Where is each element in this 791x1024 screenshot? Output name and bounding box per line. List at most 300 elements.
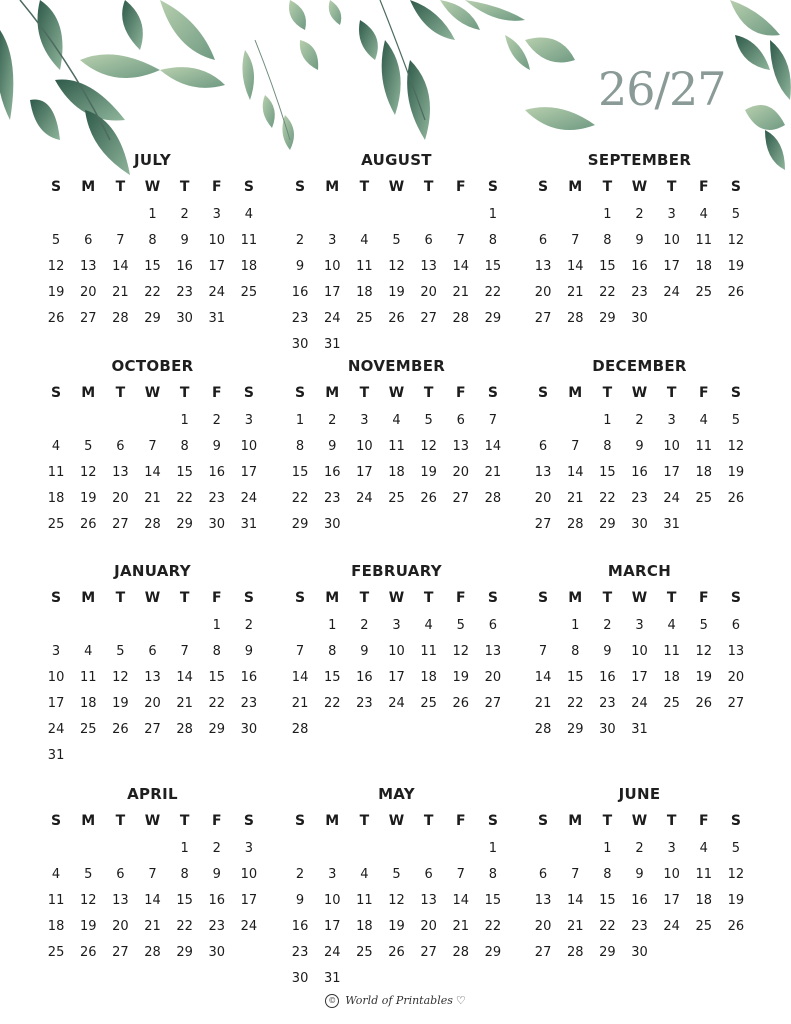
empty-cell — [40, 836, 72, 862]
day-cell: 12 — [47, 259, 65, 274]
day-cell: 22 — [176, 919, 193, 934]
day-cell: 6 — [538, 439, 548, 454]
day-cell: 3 — [328, 233, 337, 248]
day-cell: 29 — [176, 517, 193, 532]
day-cell: 30 — [176, 311, 193, 326]
day-cell: 23 — [631, 285, 648, 300]
empty-cell — [284, 202, 316, 228]
day-cell: 28 — [566, 311, 584, 326]
month-august — [284, 150, 509, 358]
day-cell: 13 — [112, 893, 129, 908]
day-cell: 24 — [240, 491, 258, 506]
day-cell: 21 — [144, 491, 161, 506]
weekday-header: S — [730, 179, 741, 195]
day-cell: 27 — [534, 311, 552, 326]
empty-cell — [40, 613, 72, 639]
day-cell: 7 — [571, 867, 580, 882]
day-cell: 23 — [208, 491, 226, 506]
week-row — [527, 639, 752, 665]
day-cell: 30 — [208, 517, 226, 532]
empty-cell — [72, 613, 104, 639]
day-cell: 15 — [291, 465, 309, 480]
weekday-header: T — [602, 813, 613, 829]
day-cell: 3 — [360, 413, 369, 428]
weekday-header: F — [698, 590, 709, 606]
week-row — [284, 486, 509, 512]
day-cell: 13 — [79, 259, 97, 274]
week-row — [527, 836, 752, 862]
day-cell: 31 — [631, 722, 648, 737]
day-cell: 15 — [484, 893, 502, 908]
day-cell: 23 — [356, 696, 373, 711]
month-october — [40, 356, 265, 538]
day-cell: 1 — [603, 841, 612, 856]
day-cell: 29 — [291, 517, 309, 532]
day-cell: 18 — [47, 919, 65, 934]
day-cell: 23 — [291, 945, 309, 960]
day-cell: 12 — [79, 893, 97, 908]
day-cell: 29 — [144, 311, 161, 326]
day-cell: 5 — [731, 841, 741, 856]
day-cell: 16 — [599, 670, 616, 685]
day-cell: 20 — [420, 285, 437, 300]
day-cell: 16 — [323, 465, 341, 480]
day-cell: 9 — [244, 644, 254, 659]
day-cell: 24 — [323, 945, 341, 960]
day-cell: 14 — [566, 893, 584, 908]
day-cell: 1 — [571, 618, 580, 633]
day-cell: 19 — [112, 696, 129, 711]
day-cell: 11 — [695, 867, 713, 882]
day-cell: 11 — [663, 644, 680, 659]
week-row — [527, 613, 752, 639]
day-cell: 2 — [244, 618, 254, 633]
day-cell: 8 — [603, 233, 612, 248]
empty-cell — [104, 743, 136, 769]
leaf-cluster-right — [730, 0, 791, 170]
day-cell: 19 — [727, 465, 745, 480]
day-cell: 27 — [727, 696, 745, 711]
weekday-header: M — [325, 179, 340, 195]
weekday-header: T — [179, 179, 190, 195]
week-row — [527, 717, 752, 743]
week-row — [284, 460, 509, 486]
day-cell: 26 — [79, 945, 97, 960]
weekday-header: T — [602, 179, 613, 195]
day-cell: 2 — [212, 841, 221, 856]
day-cell: 21 — [566, 285, 584, 300]
day-cell: 8 — [212, 644, 221, 659]
week-row — [40, 862, 265, 888]
day-cell: 21 — [176, 696, 193, 711]
day-cell: 29 — [566, 722, 584, 737]
month-name: NOVEMBER — [347, 357, 446, 375]
day-cell: 5 — [424, 413, 433, 428]
day-cell: 4 — [360, 233, 369, 248]
day-cell: 14 — [484, 439, 502, 454]
empty-cell — [720, 717, 752, 743]
weekday-header: S — [730, 813, 741, 829]
day-cell: 10 — [323, 893, 341, 908]
weekday-header: F — [211, 590, 222, 606]
day-cell: 6 — [148, 644, 157, 659]
day-cell: 20 — [484, 670, 502, 685]
day-cell: 2 — [295, 867, 305, 882]
empty-cell — [104, 836, 136, 862]
day-cell: 25 — [47, 517, 65, 532]
weekday-header: T — [423, 590, 434, 606]
day-cell: 10 — [323, 259, 341, 274]
day-cell: 5 — [116, 644, 125, 659]
day-cell: 5 — [456, 618, 465, 633]
week-row — [527, 280, 752, 306]
day-cell: 12 — [112, 670, 129, 685]
day-cell: 25 — [420, 696, 437, 711]
day-cell: 17 — [240, 465, 258, 480]
day-cell: 11 — [79, 670, 97, 685]
weekday-header: M — [568, 179, 583, 195]
day-cell: 3 — [244, 413, 254, 428]
day-cell: 1 — [212, 618, 221, 633]
weekday-header-row — [40, 587, 265, 613]
week-row — [284, 914, 509, 940]
day-cell: 1 — [328, 618, 337, 633]
week-row — [527, 914, 752, 940]
empty-cell — [413, 512, 445, 538]
day-cell: 15 — [176, 465, 193, 480]
day-cell: 4 — [244, 207, 254, 222]
weekday-header: M — [81, 590, 96, 606]
week-row — [284, 862, 509, 888]
day-cell: 9 — [212, 867, 221, 882]
day-cell: 19 — [388, 919, 405, 934]
day-cell: 14 — [112, 259, 129, 274]
weekday-header-row — [284, 587, 509, 613]
day-cell: 3 — [212, 207, 221, 222]
day-cell: 15 — [599, 893, 616, 908]
day-cell: 17 — [323, 919, 341, 934]
day-cell: 16 — [631, 259, 648, 274]
empty-cell — [688, 306, 720, 332]
day-cell: 8 — [603, 867, 612, 882]
empty-cell — [559, 408, 591, 434]
empty-cell — [136, 408, 168, 434]
day-cell: 28 — [534, 722, 552, 737]
day-cell: 16 — [631, 893, 648, 908]
day-cell: 8 — [571, 644, 580, 659]
day-cell: 12 — [727, 439, 745, 454]
day-cell: 29 — [484, 311, 502, 326]
empty-cell — [136, 836, 168, 862]
week-row — [40, 888, 265, 914]
day-cell: 14 — [291, 670, 309, 685]
day-cell: 27 — [452, 491, 470, 506]
empty-cell — [233, 306, 265, 332]
day-cell: 20 — [534, 491, 552, 506]
day-cell: 12 — [452, 644, 470, 659]
day-cell: 30 — [208, 945, 226, 960]
week-row — [284, 717, 509, 743]
day-cell: 4 — [699, 207, 708, 222]
week-row — [40, 691, 265, 717]
empty-cell — [201, 743, 233, 769]
weekday-header: F — [211, 179, 222, 195]
day-cell: 18 — [47, 491, 65, 506]
day-cell: 26 — [388, 311, 405, 326]
day-cell: 19 — [388, 285, 405, 300]
day-cell: 6 — [456, 413, 465, 428]
day-cell: 28 — [291, 722, 309, 737]
weekday-header: M — [568, 590, 583, 606]
empty-cell — [380, 717, 412, 743]
week-row — [284, 512, 509, 538]
day-cell: 6 — [731, 618, 741, 633]
day-cell: 12 — [420, 439, 437, 454]
day-cell: 9 — [635, 233, 644, 248]
day-cell: 17 — [663, 893, 680, 908]
week-row — [527, 306, 752, 332]
day-cell: 14 — [452, 893, 470, 908]
month-name: SEPTEMBER — [587, 151, 692, 169]
weekday-header: S — [243, 590, 254, 606]
day-cell: 21 — [534, 696, 552, 711]
empty-cell — [656, 717, 688, 743]
weekday-header: S — [487, 813, 498, 829]
day-cell: 10 — [240, 867, 258, 882]
day-cell: 23 — [323, 491, 341, 506]
day-cell: 29 — [484, 945, 502, 960]
day-cell: 31 — [663, 517, 680, 532]
empty-cell — [477, 512, 509, 538]
month-name: JANUARY — [114, 562, 191, 580]
day-cell: 10 — [663, 233, 680, 248]
day-cell: 22 — [144, 285, 161, 300]
weekday-header: F — [211, 813, 222, 829]
weekday-header-row — [527, 810, 752, 836]
day-cell: 26 — [452, 696, 470, 711]
month-january — [40, 561, 265, 769]
week-row — [40, 743, 265, 769]
day-cell: 22 — [599, 491, 616, 506]
week-row — [527, 940, 752, 966]
day-cell: 24 — [631, 696, 648, 711]
day-cell: 14 — [452, 259, 470, 274]
weekday-header: M — [81, 813, 96, 829]
day-cell: 7 — [538, 644, 548, 659]
day-cell: 1 — [488, 207, 498, 222]
day-cell: 8 — [603, 439, 612, 454]
day-cell: 24 — [240, 919, 258, 934]
empty-cell — [688, 940, 720, 966]
day-cell: 28 — [452, 945, 470, 960]
day-cell: 27 — [420, 311, 437, 326]
week-row — [40, 836, 265, 862]
weekday-header: W — [388, 590, 405, 606]
day-cell: 22 — [484, 285, 502, 300]
day-cell: 21 — [452, 919, 470, 934]
day-cell: 2 — [603, 618, 612, 633]
empty-cell — [720, 306, 752, 332]
day-cell: 8 — [328, 644, 337, 659]
day-cell: 25 — [695, 285, 713, 300]
week-row — [40, 460, 265, 486]
month-december — [527, 356, 752, 538]
day-cell: 13 — [534, 465, 552, 480]
day-cell: 26 — [695, 696, 713, 711]
brand-name: World of Printables — [345, 994, 453, 1007]
day-cell: 6 — [488, 618, 498, 633]
day-cell: 31 — [323, 971, 341, 986]
day-cell: 29 — [599, 945, 616, 960]
week-row — [284, 940, 509, 966]
weekday-header: F — [455, 179, 466, 195]
week-row — [527, 862, 752, 888]
day-cell: 2 — [635, 841, 644, 856]
day-cell: 28 — [566, 945, 584, 960]
empty-cell — [380, 966, 412, 992]
day-cell: 24 — [388, 696, 405, 711]
weekday-header: T — [359, 813, 370, 829]
weekday-header: F — [455, 813, 466, 829]
empty-cell — [413, 202, 445, 228]
day-cell: 7 — [116, 233, 125, 248]
day-cell: 3 — [328, 867, 337, 882]
day-cell: 23 — [291, 311, 309, 326]
day-cell: 8 — [488, 867, 498, 882]
day-cell: 30 — [631, 311, 648, 326]
day-cell: 26 — [727, 919, 745, 934]
weekday-header: S — [295, 179, 306, 195]
weekday-header: S — [487, 590, 498, 606]
weekday-header-row — [40, 382, 265, 408]
day-cell: 13 — [534, 893, 552, 908]
day-cell: 8 — [488, 233, 498, 248]
empty-cell — [656, 306, 688, 332]
weekday-header: T — [423, 179, 434, 195]
day-cell: 5 — [51, 233, 61, 248]
day-cell: 26 — [79, 517, 97, 532]
empty-cell — [72, 408, 104, 434]
heart-icon: ♡ — [455, 994, 466, 1007]
day-cell: 9 — [603, 644, 612, 659]
day-cell: 30 — [599, 722, 616, 737]
empty-cell — [445, 332, 477, 358]
day-cell: 21 — [452, 285, 470, 300]
day-cell: 24 — [356, 491, 373, 506]
weekday-header: F — [455, 385, 466, 401]
day-cell: 22 — [323, 696, 341, 711]
day-cell: 16 — [240, 670, 258, 685]
day-cell: 8 — [295, 439, 305, 454]
day-cell: 12 — [727, 867, 745, 882]
day-cell: 29 — [208, 722, 226, 737]
day-cell: 24 — [323, 311, 341, 326]
day-cell: 30 — [631, 517, 648, 532]
month-february — [284, 561, 509, 743]
weekday-header: M — [568, 385, 583, 401]
day-cell: 30 — [291, 337, 309, 352]
weekday-header: S — [730, 385, 741, 401]
day-cell: 19 — [79, 919, 97, 934]
empty-cell — [656, 940, 688, 966]
week-row — [284, 408, 509, 434]
weekday-header: T — [666, 813, 677, 829]
day-cell: 15 — [599, 465, 616, 480]
day-cell: 18 — [695, 893, 713, 908]
day-cell: 20 — [727, 670, 745, 685]
day-cell: 5 — [699, 618, 708, 633]
month-may — [284, 784, 509, 992]
weekday-header-row — [527, 176, 752, 202]
day-cell: 1 — [295, 413, 305, 428]
weekday-header-row — [527, 382, 752, 408]
day-cell: 1 — [148, 207, 157, 222]
empty-cell — [380, 836, 412, 862]
empty-cell — [348, 512, 380, 538]
day-cell: 27 — [144, 722, 161, 737]
day-cell: 28 — [452, 311, 470, 326]
weekday-header-row — [40, 810, 265, 836]
day-cell: 7 — [571, 233, 580, 248]
weekday-header: T — [179, 813, 190, 829]
weekday-header: W — [388, 179, 405, 195]
day-cell: 26 — [388, 945, 405, 960]
weekday-header: T — [423, 813, 434, 829]
day-cell: 7 — [148, 439, 157, 454]
weekday-header: W — [631, 813, 648, 829]
empty-cell — [688, 717, 720, 743]
day-cell: 12 — [388, 893, 405, 908]
day-cell: 13 — [420, 259, 437, 274]
week-row — [40, 717, 265, 743]
day-cell: 6 — [116, 867, 125, 882]
week-row — [40, 665, 265, 691]
day-cell: 1 — [488, 841, 498, 856]
day-cell: 26 — [420, 491, 437, 506]
day-cell: 26 — [47, 311, 65, 326]
day-cell: 15 — [484, 259, 502, 274]
day-cell: 5 — [392, 233, 401, 248]
week-row — [40, 940, 265, 966]
day-cell: 22 — [599, 919, 616, 934]
day-cell: 27 — [112, 945, 129, 960]
empty-cell — [284, 613, 316, 639]
day-cell: 18 — [695, 465, 713, 480]
empty-cell — [445, 717, 477, 743]
day-cell: 21 — [484, 465, 502, 480]
year-title: 26/27 — [598, 62, 726, 116]
day-cell: 25 — [356, 945, 373, 960]
week-row — [40, 914, 265, 940]
week-row — [40, 254, 265, 280]
weekday-header: T — [115, 813, 126, 829]
day-cell: 10 — [47, 670, 65, 685]
day-cell: 6 — [424, 867, 433, 882]
weekday-header: T — [602, 385, 613, 401]
weekday-header: W — [144, 813, 161, 829]
day-cell: 2 — [635, 413, 644, 428]
week-row — [40, 613, 265, 639]
month-april — [40, 784, 265, 966]
weekday-header: W — [144, 590, 161, 606]
weekday-header-row — [527, 587, 752, 613]
day-cell: 17 — [240, 893, 258, 908]
empty-cell — [104, 408, 136, 434]
day-cell: 23 — [599, 696, 616, 711]
day-cell: 13 — [484, 644, 502, 659]
weekday-header: T — [359, 179, 370, 195]
month-july — [40, 150, 265, 332]
